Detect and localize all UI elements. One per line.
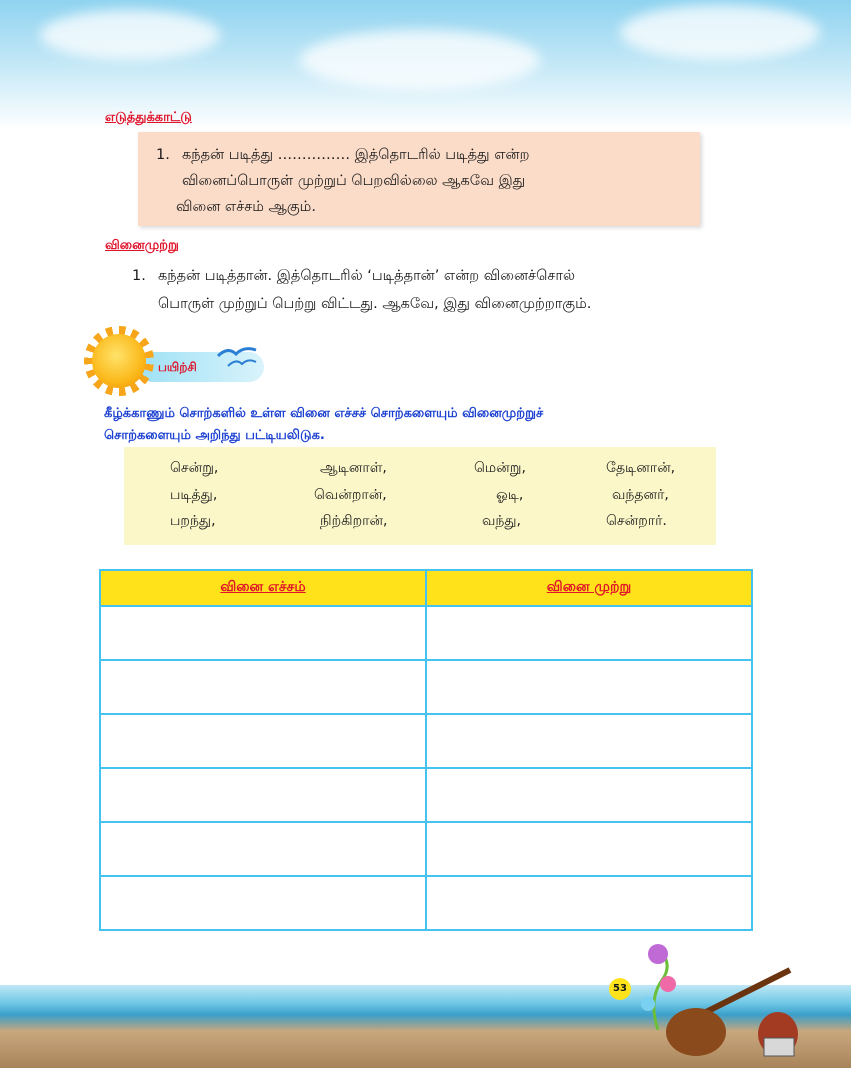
word: சென்றார். — [606, 513, 667, 529]
table-row — [100, 822, 752, 876]
vinaimutru-line-2: பொருள் முற்றுப் பெற்று விட்டது. ஆகவே, இது வினைமுற்றாகும். — [158, 296, 592, 312]
answer-cell[interactable] — [426, 822, 752, 876]
answer-cell[interactable] — [100, 714, 426, 768]
answer-table — [99, 569, 753, 931]
answer-cell[interactable] — [100, 876, 426, 930]
word: ஆடினாள், — [320, 460, 387, 476]
word: பறந்து, — [170, 513, 216, 529]
veena-icon — [660, 960, 800, 1060]
bird-icon — [216, 342, 260, 370]
example-line-1: கந்தன் படித்து …………… இத்தொடரில் படித்து என்ற — [182, 147, 530, 163]
header-vinai-mutru: வினை முற்று — [426, 570, 752, 606]
answer-cell[interactable] — [100, 606, 426, 660]
table-row — [100, 768, 752, 822]
word: வந்து, — [482, 513, 521, 529]
example-line-2: வினைப்பொருள் முற்றுப் பெறவில்லை ஆகவே இது — [182, 173, 526, 189]
example-number: 1. — [156, 147, 170, 163]
instruction-line-1: கீழ்க்காணும் சொற்களில் உள்ள வினை எச்சச் சொற்களையும் வினைமுற்றுச் — [104, 406, 544, 421]
vinaimutru-number: 1. — [132, 268, 146, 284]
table-row — [100, 606, 752, 660]
word: நிற்கிறான், — [320, 513, 388, 529]
answer-cell[interactable] — [426, 876, 752, 930]
table-row — [100, 714, 752, 768]
answer-cell[interactable] — [426, 768, 752, 822]
word: சென்று, — [170, 460, 219, 476]
table-row — [100, 876, 752, 930]
answer-cell[interactable] — [100, 660, 426, 714]
answer-cell[interactable] — [100, 768, 426, 822]
answer-cell[interactable] — [426, 606, 752, 660]
exercise-label: பயிற்சி — [158, 360, 197, 374]
word: மென்று, — [474, 460, 526, 476]
word: தேடினான், — [606, 460, 676, 476]
word: ஓடி, — [496, 487, 524, 503]
table-header-row — [100, 570, 752, 606]
word: வந்தனர், — [612, 487, 669, 503]
header-vinai-echcham: வினை எச்சம் — [100, 570, 426, 606]
example-line-3: வினை எச்சம் ஆகும். — [176, 199, 316, 215]
vinaimutru-heading: வினைமுற்று — [105, 238, 179, 253]
answer-cell[interactable] — [426, 660, 752, 714]
page-number: 53 — [609, 978, 631, 1000]
instruction-line-2: சொற்களையும் அறிந்து பட்டியலிடுக. — [104, 428, 325, 443]
answer-cell[interactable] — [100, 822, 426, 876]
example-heading: எடுத்துக்காட்டு — [105, 110, 192, 125]
answer-cell[interactable] — [426, 714, 752, 768]
vinaimutru-line-1: கந்தன் படித்தான். இத்தொடரில் ‘படித்தான்’ என்ற வினைச்சொல் — [158, 268, 576, 284]
word: படித்து, — [170, 487, 218, 503]
word: வென்றான், — [314, 487, 387, 503]
table-row — [100, 660, 752, 714]
sun-icon — [92, 334, 146, 388]
